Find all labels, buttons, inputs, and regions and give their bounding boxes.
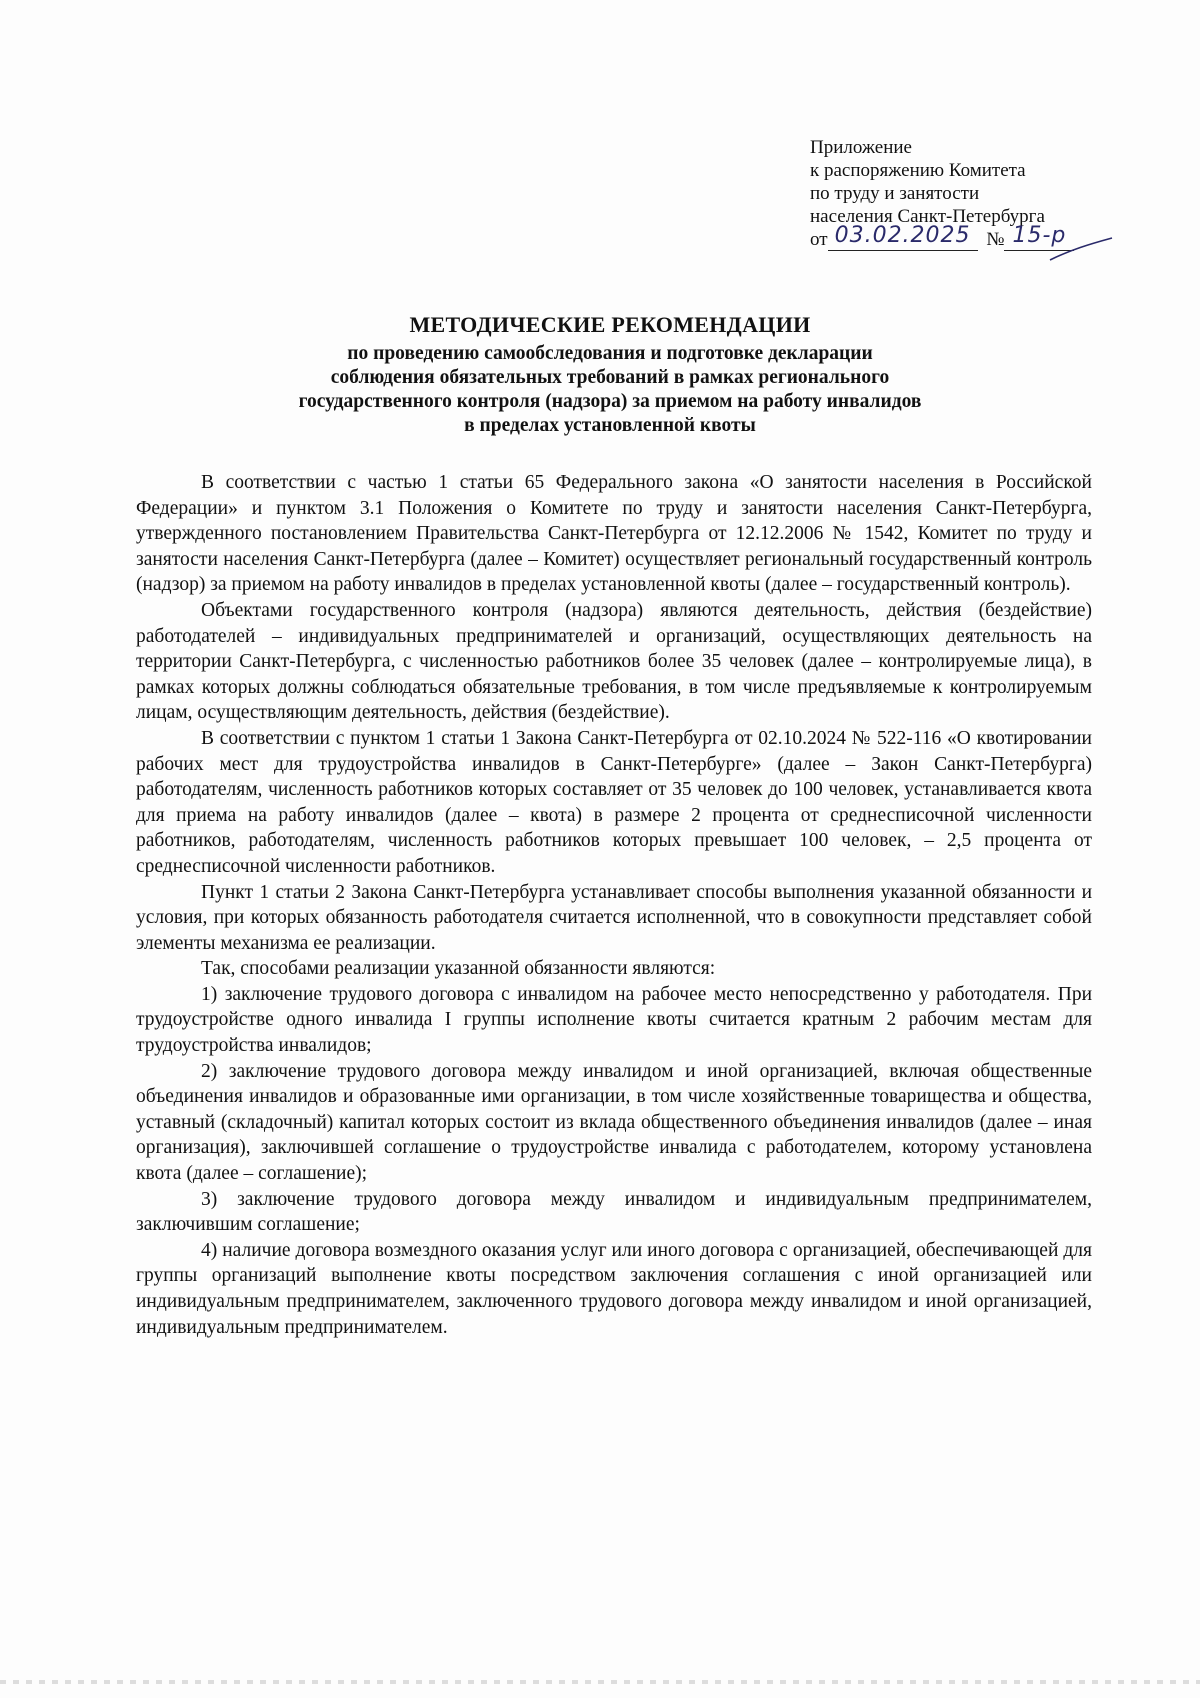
document-title-block <box>130 312 1090 438</box>
paragraph: В соответствии с частью 1 статьи 65 Федерального закона «О занятости населения в Российской Федерации» и пунктом 3.1 Положения о Комитете по труду и занятости населения Санкт-Петербурга, утвержденного постановлением Правительства Санкт-Петербурга от 12.12.2006 № 1542, Комитет по труду и занятости населения Санкт-Петербурга (далее – Комитет) осуществляет региональный государственный контроль (надзор) за приемом на работу инвалидов в пределах установленной квоты (далее – государственный контроль). <box>136 472 1092 596</box>
list-item: 1) заключение трудового договора с инвалидом на рабочее место непосредственно у работодателя. При трудоустройстве одного инвалида I группы исполнение квоты считается кратным 2 рабочим местам для трудоустройства инвалидов; <box>136 983 1092 1057</box>
document-body <box>136 470 1092 1340</box>
date-prefix: от <box>810 229 828 250</box>
number-prefix: № <box>986 229 1005 250</box>
list-item: 2) заключение трудового договора между инвалидом и иной организацией, включая общественные объединения инвалидов и образованные ими организации, в том числе хозяйственные товарищества и общества, уставный (складочный) капитал которых состоит из вклада общественного объединения инвалидов (далее – иная организация), заключившей соглашение о трудоустройстве инвалида с работодателем, которому установлена квота (далее – соглашение); <box>136 1060 1092 1185</box>
paragraph: В соответствии с пунктом 1 статьи 1 Закона Санкт-Петербурга от 02.10.2024 № 522-116 «О квотировании рабочих мест для трудоустройства инвалидов в Санкт-Петербурге» (далее – Закон Санкт-Петербурга) работодателям, численность работников которых составляет от 35 человек до 100 человек, устанавливается квота для приема на работу инвалидов (далее – квота) в размере 2 процента от среднесписочной численности работников, работодателям, численность работников которых превышает 100 человек, – 2,5 процента от среднесписочной численности работников. <box>136 727 1092 877</box>
subtitle-line: по проведению самообследования и подготовке декларации <box>347 343 873 364</box>
header-line: Приложение <box>810 137 912 158</box>
subtitle-line: соблюдения обязательных требований в рамках регионального <box>330 367 890 388</box>
handwritten-date: 03.02.2025 <box>834 223 971 248</box>
subtitle-line: государственного контроля (надзора) за приемом на работу инвалидов <box>298 391 922 412</box>
paragraph: Объектами государственного контроля (надзора) являются деятельность, действия (бездействие) работодателей – индивидуальных предпринимателей и организаций, осуществляющих деятельность на территории Санкт-Петербурга, с численностью работников более 35 человек (далее – контролируемые лица), в рамках которых должны соблюдаться обязательные требования, в том числе предъявляемые к контролируемым лицам, осуществляющим деятельность, действия (бездействие). <box>136 599 1092 724</box>
signature-stroke-icon <box>900 232 1120 272</box>
list-item: 3) заключение трудового договора между инвалидом и индивидуальным предпринимателем, заключившим соглашение; <box>136 1188 1092 1236</box>
header-line: к распоряжению Комитета <box>810 160 1026 181</box>
paragraph: Так, способами реализации указанной обязанности являются: <box>201 958 716 980</box>
paragraph: Пункт 1 статьи 2 Закона Санкт-Петербурга устанавливает способы выполнения указанной обязанности и условия, при которых обязанность работодателя считается исполненной, что в совокупности представляет собой элементы механизма ее реализации. <box>136 881 1092 954</box>
document-title: МЕТОДИЧЕСКИЕ РЕКОМЕНДАЦИИ <box>409 312 811 337</box>
scan-artifact-divider <box>0 1680 1200 1684</box>
header-line: населения Санкт-Петербурга <box>810 206 1045 227</box>
header-line: по труду и занятости <box>810 183 980 204</box>
list-item: 4) наличие договора возмездного оказания услуг или иного договора с организацией, обеспечивающей для группы организаций выполнение квоты посредством заключения соглашения с иной организацией или индивидуальным предпринимателем, заключенного трудового договора между инвалидом и иной организацией, индивидуальным предпринимателем. <box>136 1239 1092 1338</box>
handwritten-number: 15-р <box>1012 223 1067 248</box>
subtitle-line: в пределах установленной квоты <box>464 415 756 436</box>
